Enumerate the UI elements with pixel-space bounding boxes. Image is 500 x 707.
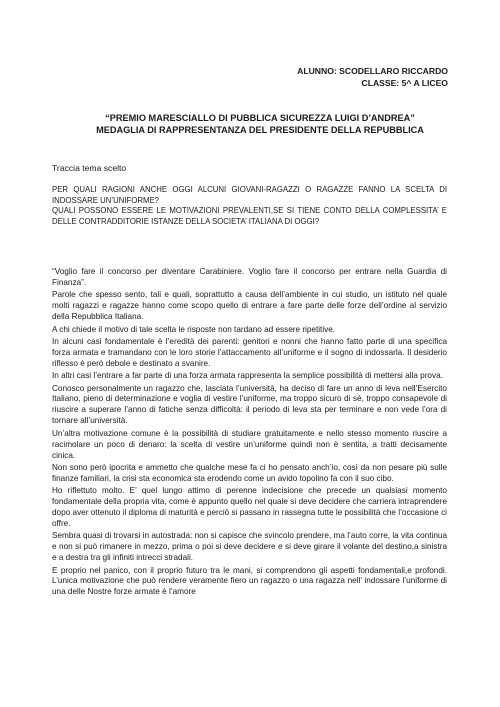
essay-paragraph: In altri casi l’entrare a far parte di una forza armata rappresenta la semplice possibilità di mettersi alla prova. <box>52 371 443 381</box>
essay-prompt <box>52 185 447 227</box>
essay-paragraph: Un’altra motivazione comune è la possibilità di studiare gratuitamente e nello stesso momento riuscire a racimolare un poco di denaro: la scelta di vestire un’uniforme quindi non è sentita, a tratti decisamente cinica. <box>52 428 447 460</box>
essay-paragraph: E proprio nel panico, con il proprio futuro tra le mani, si comprendono gli aspetti fondamentali,e profondi. L’unica motivazione che può rendere veramente fiero un ragazzo o una ragazza nell’ indossare l’uniforme di una delle Nostre forze armate è l’amore <box>52 565 447 597</box>
prompt-question: PER QUALI RAGIONI ANCHE OGGI ALCUNI GIOVANI-RAGAZZI O RAGAZZE FANNO LA SCELTA DI INDOSSARE UN’UNIFORME? <box>52 185 447 205</box>
traccia-label: Traccia tema scelto <box>52 163 127 173</box>
essay-paragraph: Non sono però ipocrita e ammetto che qualche mese fa ci ho pensato anch’io, così da non pesare più sulle finanze familiari, la crisi sta economica sta erodendo come un avido topolino fa con il suo cibo. <box>52 462 447 483</box>
essay-paragraph: Parole che spesso sento, tali e quali, soprattutto a causa dell’ambiente in cui studio, un istituto nel quale molti ragazzi e ragazze hanno come scopo quello di entrare a fare parte delle forze dell’ordine al servizio della Repubblica Italiana. <box>52 290 447 322</box>
title-award: “PREMIO MARESCIALLO DI PUBBLICA SICUREZZA LUIGI D’ANDREA” <box>105 113 415 123</box>
student-name: ALUNNO: SCODELLARO RICCARDO <box>297 66 448 76</box>
essay-body <box>52 267 447 600</box>
student-info <box>297 66 448 89</box>
essay-paragraph: In alcuni casi fondamentale è l’eredità dei parenti: genitori e nonni che hanno fatto parte di una specifica forza armata e tramandano con le loro storie l’attaccamento all’uniforme e il sogno di indossarla. Il desiderio riflesso è però debole e destinato a svanire. <box>52 336 447 368</box>
student-class: CLASSE: 5^ A LICEO <box>361 77 448 88</box>
title-medal: MEDAGLIA DI RAPPRESENTANZA DEL PRESIDENTE DELLA REPUBBLICA <box>96 125 424 135</box>
essay-paragraph: Ho riflettuto molto. E’ quel lungo attimo di perenne indecisione che precede un qualsiasi momento fondamentale della propria vita, come è appunto quello nel quale si deve decidere che carriera intraprendere dopo aver ottenuto il diploma di maturità e perciò si passano in rassegna tutte le possibilità che l’occasione ci offre. <box>52 486 447 528</box>
essay-paragraph: A chi chiede il motivo di tale scelta le risposte non tardano ad essere ripetitive. <box>52 324 336 334</box>
essay-paragraph: “Voglio fare il concorso per diventare Carabiniere. Voglio fare il concorso per entrare nella Guardia di Finanza”. <box>52 267 447 287</box>
essay-paragraph: Sembra quasi di trovarsi in autostrada: non si capisce che svincolo prendere, ma l’auto corre, la vita continua e non si può rimanere in mezzo, prima o poi si deve decidere e si deve girare il volante del destino,a sinistra e a destra tra gli infiniti intrecci stradali. <box>52 531 447 563</box>
document-title <box>60 112 460 136</box>
essay-paragraph: Conosco personalmente un ragazzo che, lasciata l’università, ha deciso di fare un anno di leva nell’Esercito Italiano, pieno di determinazione e voglia di vestire l’uniforme, ma troppo sicuro di sé, troppo consapevole di riuscire a superare l’anno di fatiche senza difficoltà: il periodo di leva sta per terminare e non vede l’ora di tornare all’università. <box>52 383 447 426</box>
prompt-question: QUALI POSSONO ESSERE LE MOTIVAZIONI PREVALENTI,SE SI TIENE CONTO DELLA COMPLESSITA’ E DELLE CONTRADDITORIE ISTANZE DELLA SOCIETA’ ITALIANA DI OGGI? <box>52 206 447 226</box>
